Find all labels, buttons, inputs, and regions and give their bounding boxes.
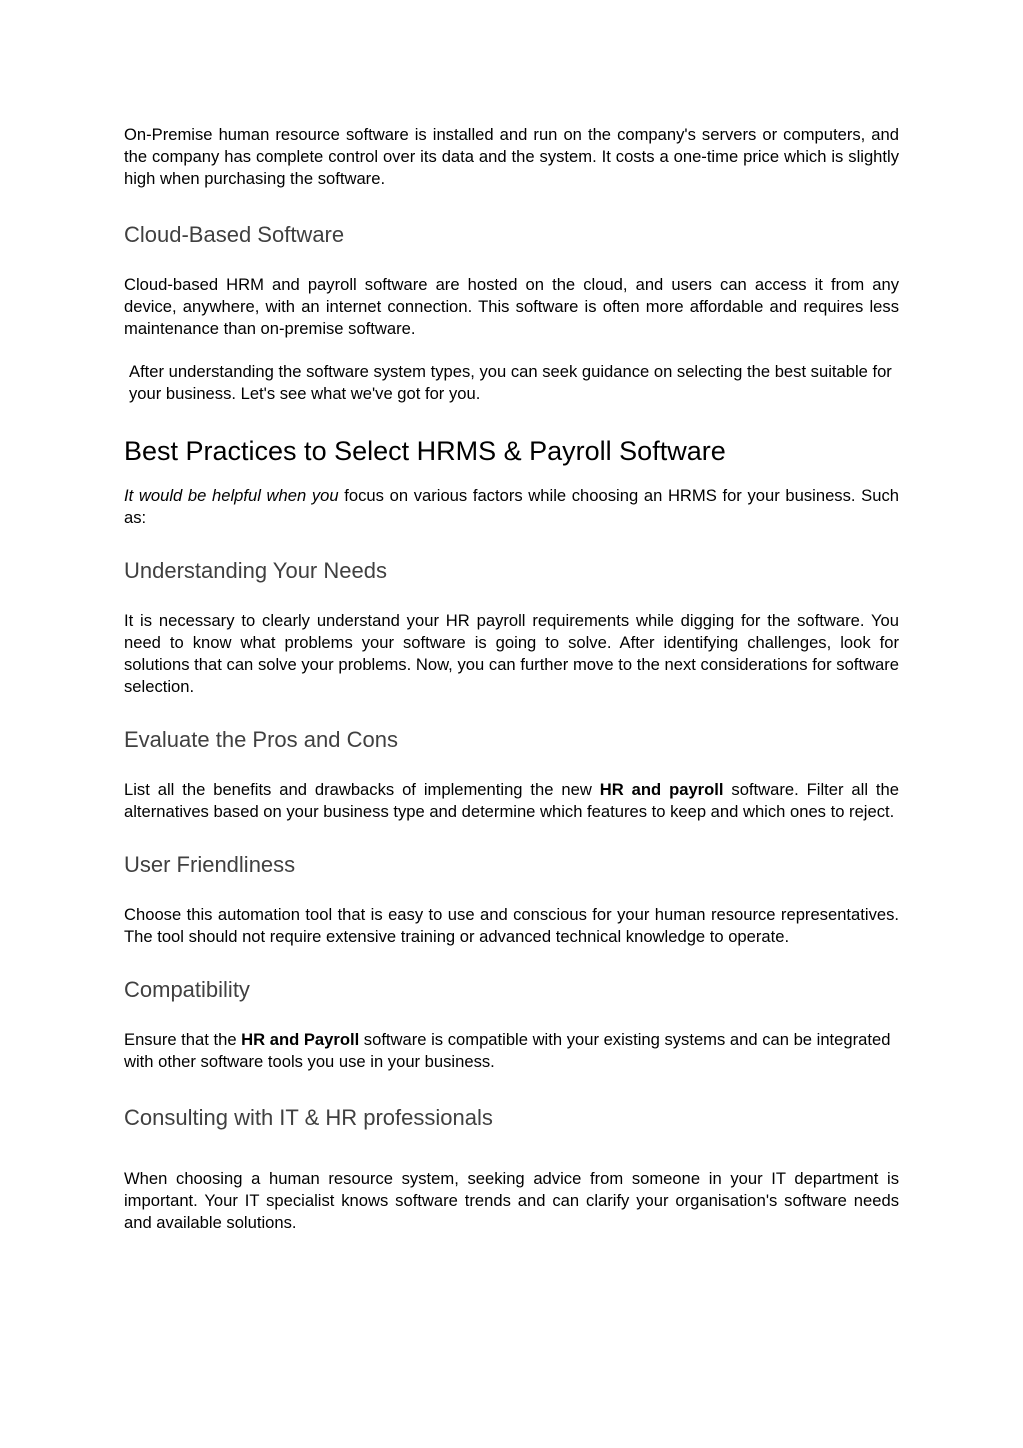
best-practices-intro-rest: focus on various factors while choosing an HRMS for your business. Such as: xyxy=(124,486,899,527)
pros-cons-bold: HR and payroll xyxy=(599,780,724,799)
after-understanding-text: After understanding the software system types, you can seek guidance on selecting the best suitable for your business. Let's see what we've got for you. xyxy=(129,362,892,403)
friendliness-heading: User Friendliness xyxy=(124,852,296,877)
compatibility-text-after: software is compatible with your existing systems and can be integrated with other software tools you use in your business. xyxy=(124,1030,891,1071)
after-understanding-paragraph xyxy=(124,361,899,405)
compatibility-bold: HR and Payroll xyxy=(241,1030,360,1049)
needs-heading: Understanding Your Needs xyxy=(124,558,387,583)
best-practices-intro xyxy=(124,485,899,529)
consulting-paragraph: When choosing a human resource system, seeking advice from someone in your IT department is important. Your IT specialist knows software trends and can clarify your organisation's software needs and available solutions. xyxy=(124,1169,899,1232)
cloud-heading: Cloud-Based Software xyxy=(124,222,345,247)
compatibility-paragraph xyxy=(124,1029,899,1073)
best-practices-heading: Best Practices to Select HRMS & Payroll Software xyxy=(124,436,726,466)
document-page xyxy=(124,124,899,1234)
friendliness-paragraph: Choose this automation tool that is easy to use and conscious for your human resource representatives. The tool should not require extensive training or advanced technical knowledge to operate. xyxy=(124,905,899,946)
pros-cons-heading: Evaluate the Pros and Cons xyxy=(124,727,398,752)
compatibility-heading: Compatibility xyxy=(124,977,250,1002)
pros-cons-text-after: software. Filter all the alternatives based on your business type and determine which features to keep and which ones to reject. xyxy=(124,780,899,821)
pros-cons-text-before: List all the benefits and drawbacks of implementing the new xyxy=(124,780,600,799)
consulting-heading: Consulting with IT & HR professionals xyxy=(124,1105,493,1130)
pros-cons-paragraph xyxy=(124,779,899,823)
best-practices-intro-italic: It would be helpful when you xyxy=(124,486,339,505)
needs-paragraph: It is necessary to clearly understand your HR payroll requirements while digging for the software. You need to know what problems your software is going to solve. After identifying challenges, look for solutions that can solve your problems. Now, you can further move to the next considerations for software selection. xyxy=(124,611,899,696)
cloud-paragraph: Cloud-based HRM and payroll software are hosted on the cloud, and users can access it from any device, anywhere, with an internet connection. This software is often more affordable and requires less maintenance than on-premise software. xyxy=(124,275,899,338)
compatibility-text-before: Ensure that the xyxy=(124,1030,242,1049)
on-premise-paragraph: On-Premise human resource software is installed and run on the company's servers or computers, and the company has complete control over its data and the system. It costs a one-time price which is slightly high when purchasing the software. xyxy=(124,125,899,188)
